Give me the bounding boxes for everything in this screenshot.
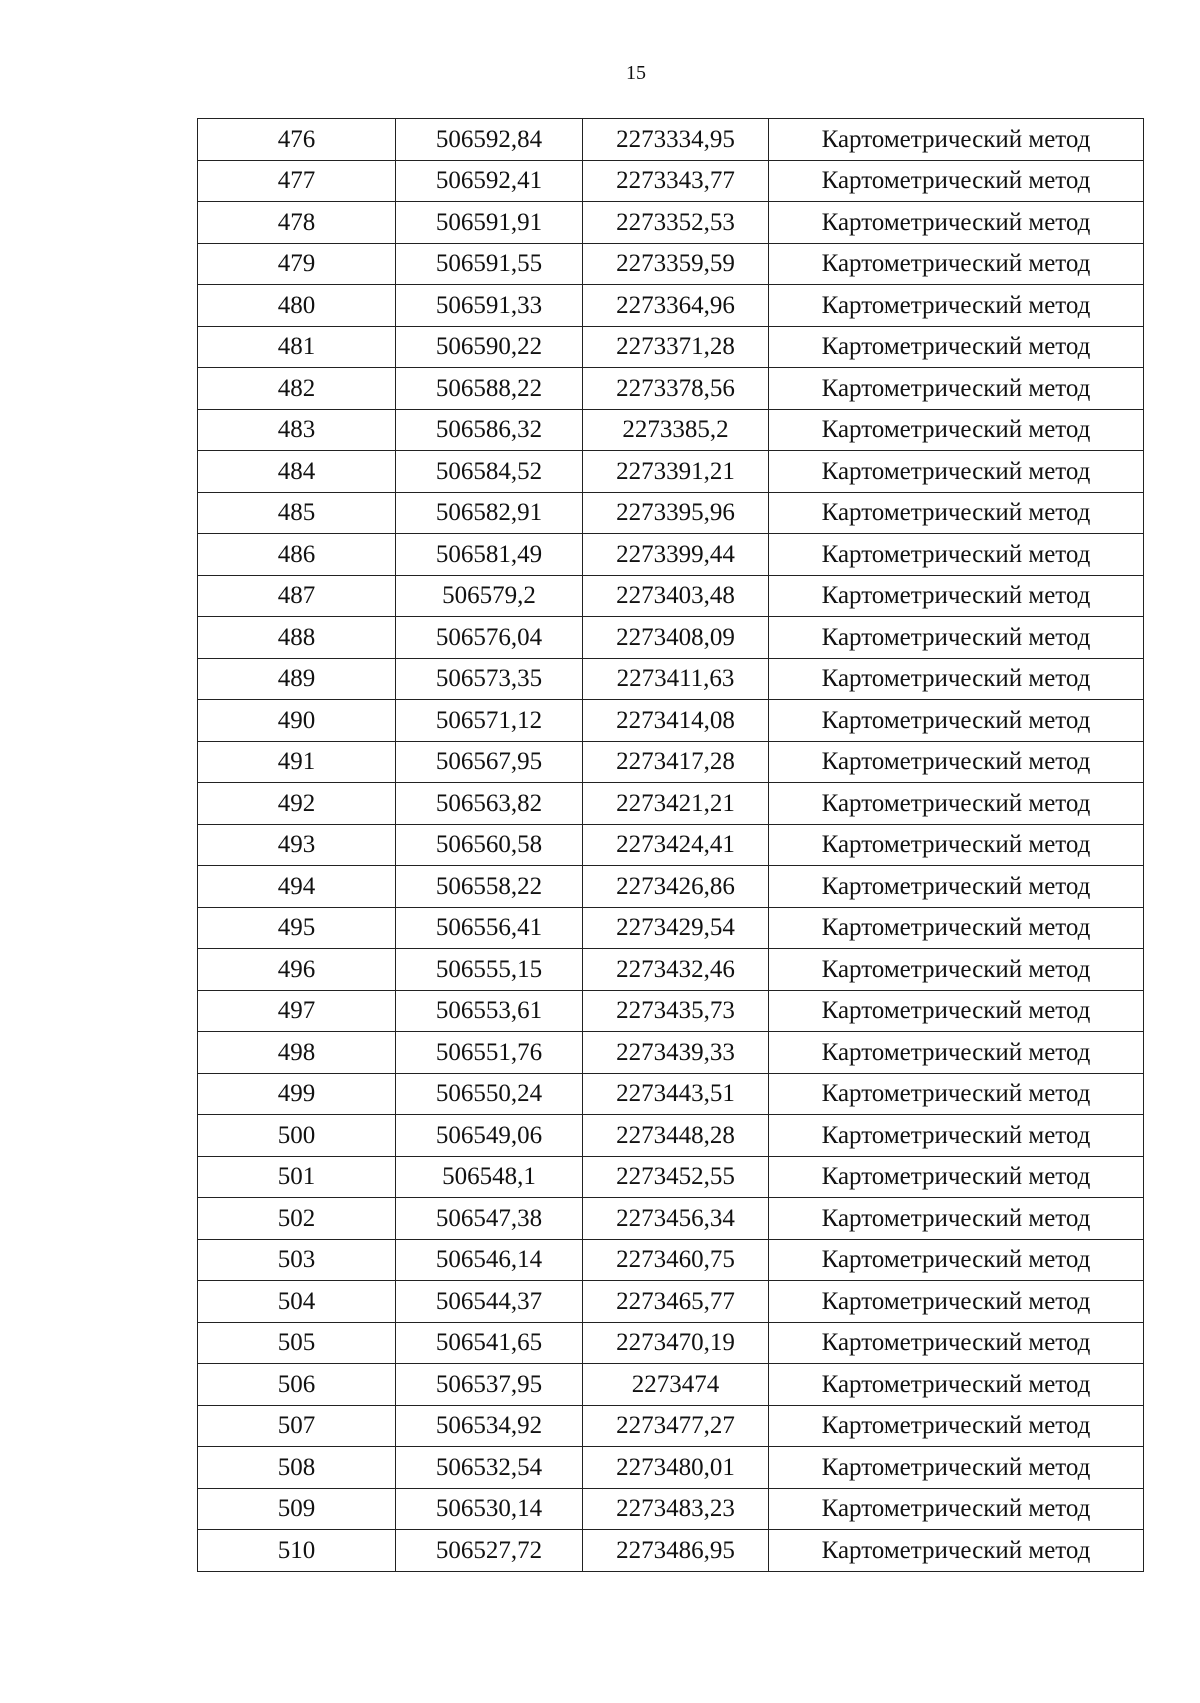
method-cell: Картометрический метод — [769, 575, 1144, 617]
method-cell: Картометрический метод — [769, 907, 1144, 949]
y-coordinate-cell: 2273334,95 — [583, 119, 769, 161]
y-coordinate-cell: 2273486,95 — [583, 1530, 769, 1572]
y-coordinate-cell: 2273421,21 — [583, 783, 769, 825]
point-number-cell: 508 — [198, 1447, 396, 1489]
point-number-cell: 494 — [198, 866, 396, 908]
table-row — [198, 783, 1144, 825]
method-cell: Картометрический метод — [769, 1322, 1144, 1364]
table-row — [198, 824, 1144, 866]
x-coordinate-cell: 506579,2 — [396, 575, 583, 617]
point-number-cell: 492 — [198, 783, 396, 825]
y-coordinate-cell: 2273424,41 — [583, 824, 769, 866]
y-coordinate-cell: 2273359,59 — [583, 243, 769, 285]
table-row — [198, 1530, 1144, 1572]
table-row — [198, 409, 1144, 451]
y-coordinate-cell: 2273371,28 — [583, 326, 769, 368]
y-coordinate-cell: 2273474 — [583, 1364, 769, 1406]
point-number-cell: 497 — [198, 990, 396, 1032]
method-cell: Картометрический метод — [769, 866, 1144, 908]
point-number-cell: 479 — [198, 243, 396, 285]
method-cell: Картометрический метод — [769, 1530, 1144, 1572]
x-coordinate-cell: 506555,15 — [396, 949, 583, 991]
y-coordinate-cell: 2273378,56 — [583, 368, 769, 410]
x-coordinate-cell: 506582,91 — [396, 492, 583, 534]
point-number-cell: 488 — [198, 617, 396, 659]
x-coordinate-cell: 506592,41 — [396, 160, 583, 202]
y-coordinate-cell: 2273414,08 — [583, 700, 769, 742]
table-row — [198, 1447, 1144, 1489]
table-row — [198, 534, 1144, 576]
point-number-cell: 505 — [198, 1322, 396, 1364]
point-number-cell: 510 — [198, 1530, 396, 1572]
table-row — [198, 658, 1144, 700]
method-cell: Картометрический метод — [769, 741, 1144, 783]
x-coordinate-cell: 506576,04 — [396, 617, 583, 659]
point-number-cell: 483 — [198, 409, 396, 451]
method-cell: Картометрический метод — [769, 1488, 1144, 1530]
table-row — [198, 451, 1144, 493]
point-number-cell: 509 — [198, 1488, 396, 1530]
table-row — [198, 1281, 1144, 1323]
method-cell: Картометрический метод — [769, 285, 1144, 327]
x-coordinate-cell: 506590,22 — [396, 326, 583, 368]
table-row — [198, 243, 1144, 285]
point-number-cell: 481 — [198, 326, 396, 368]
method-cell: Картометрический метод — [769, 824, 1144, 866]
x-coordinate-cell: 506560,58 — [396, 824, 583, 866]
point-number-cell: 502 — [198, 1198, 396, 1240]
x-coordinate-cell: 506567,95 — [396, 741, 583, 783]
y-coordinate-cell: 2273443,51 — [583, 1073, 769, 1115]
point-number-cell: 482 — [198, 368, 396, 410]
x-coordinate-cell: 506548,1 — [396, 1156, 583, 1198]
y-coordinate-cell: 2273480,01 — [583, 1447, 769, 1489]
table-row — [198, 368, 1144, 410]
method-cell: Картометрический метод — [769, 409, 1144, 451]
point-number-cell: 487 — [198, 575, 396, 617]
y-coordinate-cell: 2273452,55 — [583, 1156, 769, 1198]
x-coordinate-cell: 506550,24 — [396, 1073, 583, 1115]
method-cell: Картометрический метод — [769, 326, 1144, 368]
x-coordinate-cell: 506534,92 — [396, 1405, 583, 1447]
x-coordinate-cell: 506563,82 — [396, 783, 583, 825]
point-number-cell: 504 — [198, 1281, 396, 1323]
x-coordinate-cell: 506588,22 — [396, 368, 583, 410]
x-coordinate-cell: 506584,52 — [396, 451, 583, 493]
point-number-cell: 507 — [198, 1405, 396, 1447]
point-number-cell: 485 — [198, 492, 396, 534]
table-row — [198, 326, 1144, 368]
point-number-cell: 486 — [198, 534, 396, 576]
x-coordinate-cell: 506549,06 — [396, 1115, 583, 1157]
table-row — [198, 1488, 1144, 1530]
table-row — [198, 492, 1144, 534]
table-row — [198, 1198, 1144, 1240]
method-cell: Картометрический метод — [769, 368, 1144, 410]
method-cell: Картометрический метод — [769, 1447, 1144, 1489]
point-number-cell: 496 — [198, 949, 396, 991]
method-cell: Картометрический метод — [769, 617, 1144, 659]
table-row — [198, 617, 1144, 659]
x-coordinate-cell: 506537,95 — [396, 1364, 583, 1406]
y-coordinate-cell: 2273352,53 — [583, 202, 769, 244]
y-coordinate-cell: 2273417,28 — [583, 741, 769, 783]
method-cell: Картометрический метод — [769, 1239, 1144, 1281]
x-coordinate-cell: 506544,37 — [396, 1281, 583, 1323]
method-cell: Картометрический метод — [769, 1115, 1144, 1157]
method-cell: Картометрический метод — [769, 119, 1144, 161]
table-row — [198, 119, 1144, 161]
x-coordinate-cell: 506541,65 — [396, 1322, 583, 1364]
coordinates-table — [197, 118, 1144, 1572]
point-number-cell: 480 — [198, 285, 396, 327]
point-number-cell: 493 — [198, 824, 396, 866]
y-coordinate-cell: 2273429,54 — [583, 907, 769, 949]
method-cell: Картометрический метод — [769, 1032, 1144, 1074]
point-number-cell: 506 — [198, 1364, 396, 1406]
method-cell: Картометрический метод — [769, 534, 1144, 576]
point-number-cell: 501 — [198, 1156, 396, 1198]
table-row — [198, 1322, 1144, 1364]
point-number-cell: 491 — [198, 741, 396, 783]
point-number-cell: 477 — [198, 160, 396, 202]
x-coordinate-cell: 506527,72 — [396, 1530, 583, 1572]
y-coordinate-cell: 2273439,33 — [583, 1032, 769, 1074]
y-coordinate-cell: 2273364,96 — [583, 285, 769, 327]
table-row — [198, 1239, 1144, 1281]
method-cell: Картометрический метод — [769, 1405, 1144, 1447]
point-number-cell: 489 — [198, 658, 396, 700]
method-cell: Картометрический метод — [769, 1281, 1144, 1323]
method-cell: Картометрический метод — [769, 1156, 1144, 1198]
method-cell: Картометрический метод — [769, 700, 1144, 742]
y-coordinate-cell: 2273403,48 — [583, 575, 769, 617]
table-row — [198, 1405, 1144, 1447]
y-coordinate-cell: 2273411,63 — [583, 658, 769, 700]
x-coordinate-cell: 506553,61 — [396, 990, 583, 1032]
x-coordinate-cell: 506591,55 — [396, 243, 583, 285]
y-coordinate-cell: 2273426,86 — [583, 866, 769, 908]
table-row — [198, 949, 1144, 991]
y-coordinate-cell: 2273470,19 — [583, 1322, 769, 1364]
x-coordinate-cell: 506530,14 — [396, 1488, 583, 1530]
method-cell: Картометрический метод — [769, 783, 1144, 825]
method-cell: Картометрический метод — [769, 1364, 1144, 1406]
table-row — [198, 1115, 1144, 1157]
table-row — [198, 202, 1144, 244]
x-coordinate-cell: 506532,54 — [396, 1447, 583, 1489]
method-cell: Картометрический метод — [769, 1073, 1144, 1115]
y-coordinate-cell: 2273448,28 — [583, 1115, 769, 1157]
method-cell: Картометрический метод — [769, 990, 1144, 1032]
table-row — [198, 1156, 1144, 1198]
method-cell: Картометрический метод — [769, 160, 1144, 202]
y-coordinate-cell: 2273456,34 — [583, 1198, 769, 1240]
point-number-cell: 495 — [198, 907, 396, 949]
method-cell: Картометрический метод — [769, 202, 1144, 244]
x-coordinate-cell: 506551,76 — [396, 1032, 583, 1074]
method-cell: Картометрический метод — [769, 1198, 1144, 1240]
table-row — [198, 1073, 1144, 1115]
y-coordinate-cell: 2273385,2 — [583, 409, 769, 451]
x-coordinate-cell: 506558,22 — [396, 866, 583, 908]
y-coordinate-cell: 2273399,44 — [583, 534, 769, 576]
x-coordinate-cell: 506586,32 — [396, 409, 583, 451]
x-coordinate-cell: 506581,49 — [396, 534, 583, 576]
y-coordinate-cell: 2273343,77 — [583, 160, 769, 202]
y-coordinate-cell: 2273435,73 — [583, 990, 769, 1032]
method-cell: Картометрический метод — [769, 949, 1144, 991]
x-coordinate-cell: 506592,84 — [396, 119, 583, 161]
y-coordinate-cell: 2273477,27 — [583, 1405, 769, 1447]
point-number-cell: 498 — [198, 1032, 396, 1074]
y-coordinate-cell: 2273465,77 — [583, 1281, 769, 1323]
y-coordinate-cell: 2273395,96 — [583, 492, 769, 534]
x-coordinate-cell: 506591,91 — [396, 202, 583, 244]
method-cell: Картометрический метод — [769, 492, 1144, 534]
method-cell: Картометрический метод — [769, 243, 1144, 285]
y-coordinate-cell: 2273391,21 — [583, 451, 769, 493]
table-row — [198, 160, 1144, 202]
table-row — [198, 907, 1144, 949]
table-row — [198, 1032, 1144, 1074]
point-number-cell: 476 — [198, 119, 396, 161]
table-row — [198, 741, 1144, 783]
x-coordinate-cell: 506556,41 — [396, 907, 583, 949]
point-number-cell: 490 — [198, 700, 396, 742]
table-row — [198, 700, 1144, 742]
point-number-cell: 478 — [198, 202, 396, 244]
table-row — [198, 285, 1144, 327]
point-number-cell: 484 — [198, 451, 396, 493]
table-row — [198, 1364, 1144, 1406]
y-coordinate-cell: 2273432,46 — [583, 949, 769, 991]
table-row — [198, 990, 1144, 1032]
coordinates-table-body — [198, 119, 1144, 1572]
y-coordinate-cell: 2273408,09 — [583, 617, 769, 659]
page-number: 15 — [626, 62, 646, 84]
method-cell: Картометрический метод — [769, 451, 1144, 493]
point-number-cell: 500 — [198, 1115, 396, 1157]
x-coordinate-cell: 506546,14 — [396, 1239, 583, 1281]
point-number-cell: 499 — [198, 1073, 396, 1115]
table-row — [198, 575, 1144, 617]
x-coordinate-cell: 506571,12 — [396, 700, 583, 742]
point-number-cell: 503 — [198, 1239, 396, 1281]
x-coordinate-cell: 506573,35 — [396, 658, 583, 700]
y-coordinate-cell: 2273460,75 — [583, 1239, 769, 1281]
method-cell: Картометрический метод — [769, 658, 1144, 700]
x-coordinate-cell: 506591,33 — [396, 285, 583, 327]
table-row — [198, 866, 1144, 908]
x-coordinate-cell: 506547,38 — [396, 1198, 583, 1240]
y-coordinate-cell: 2273483,23 — [583, 1488, 769, 1530]
